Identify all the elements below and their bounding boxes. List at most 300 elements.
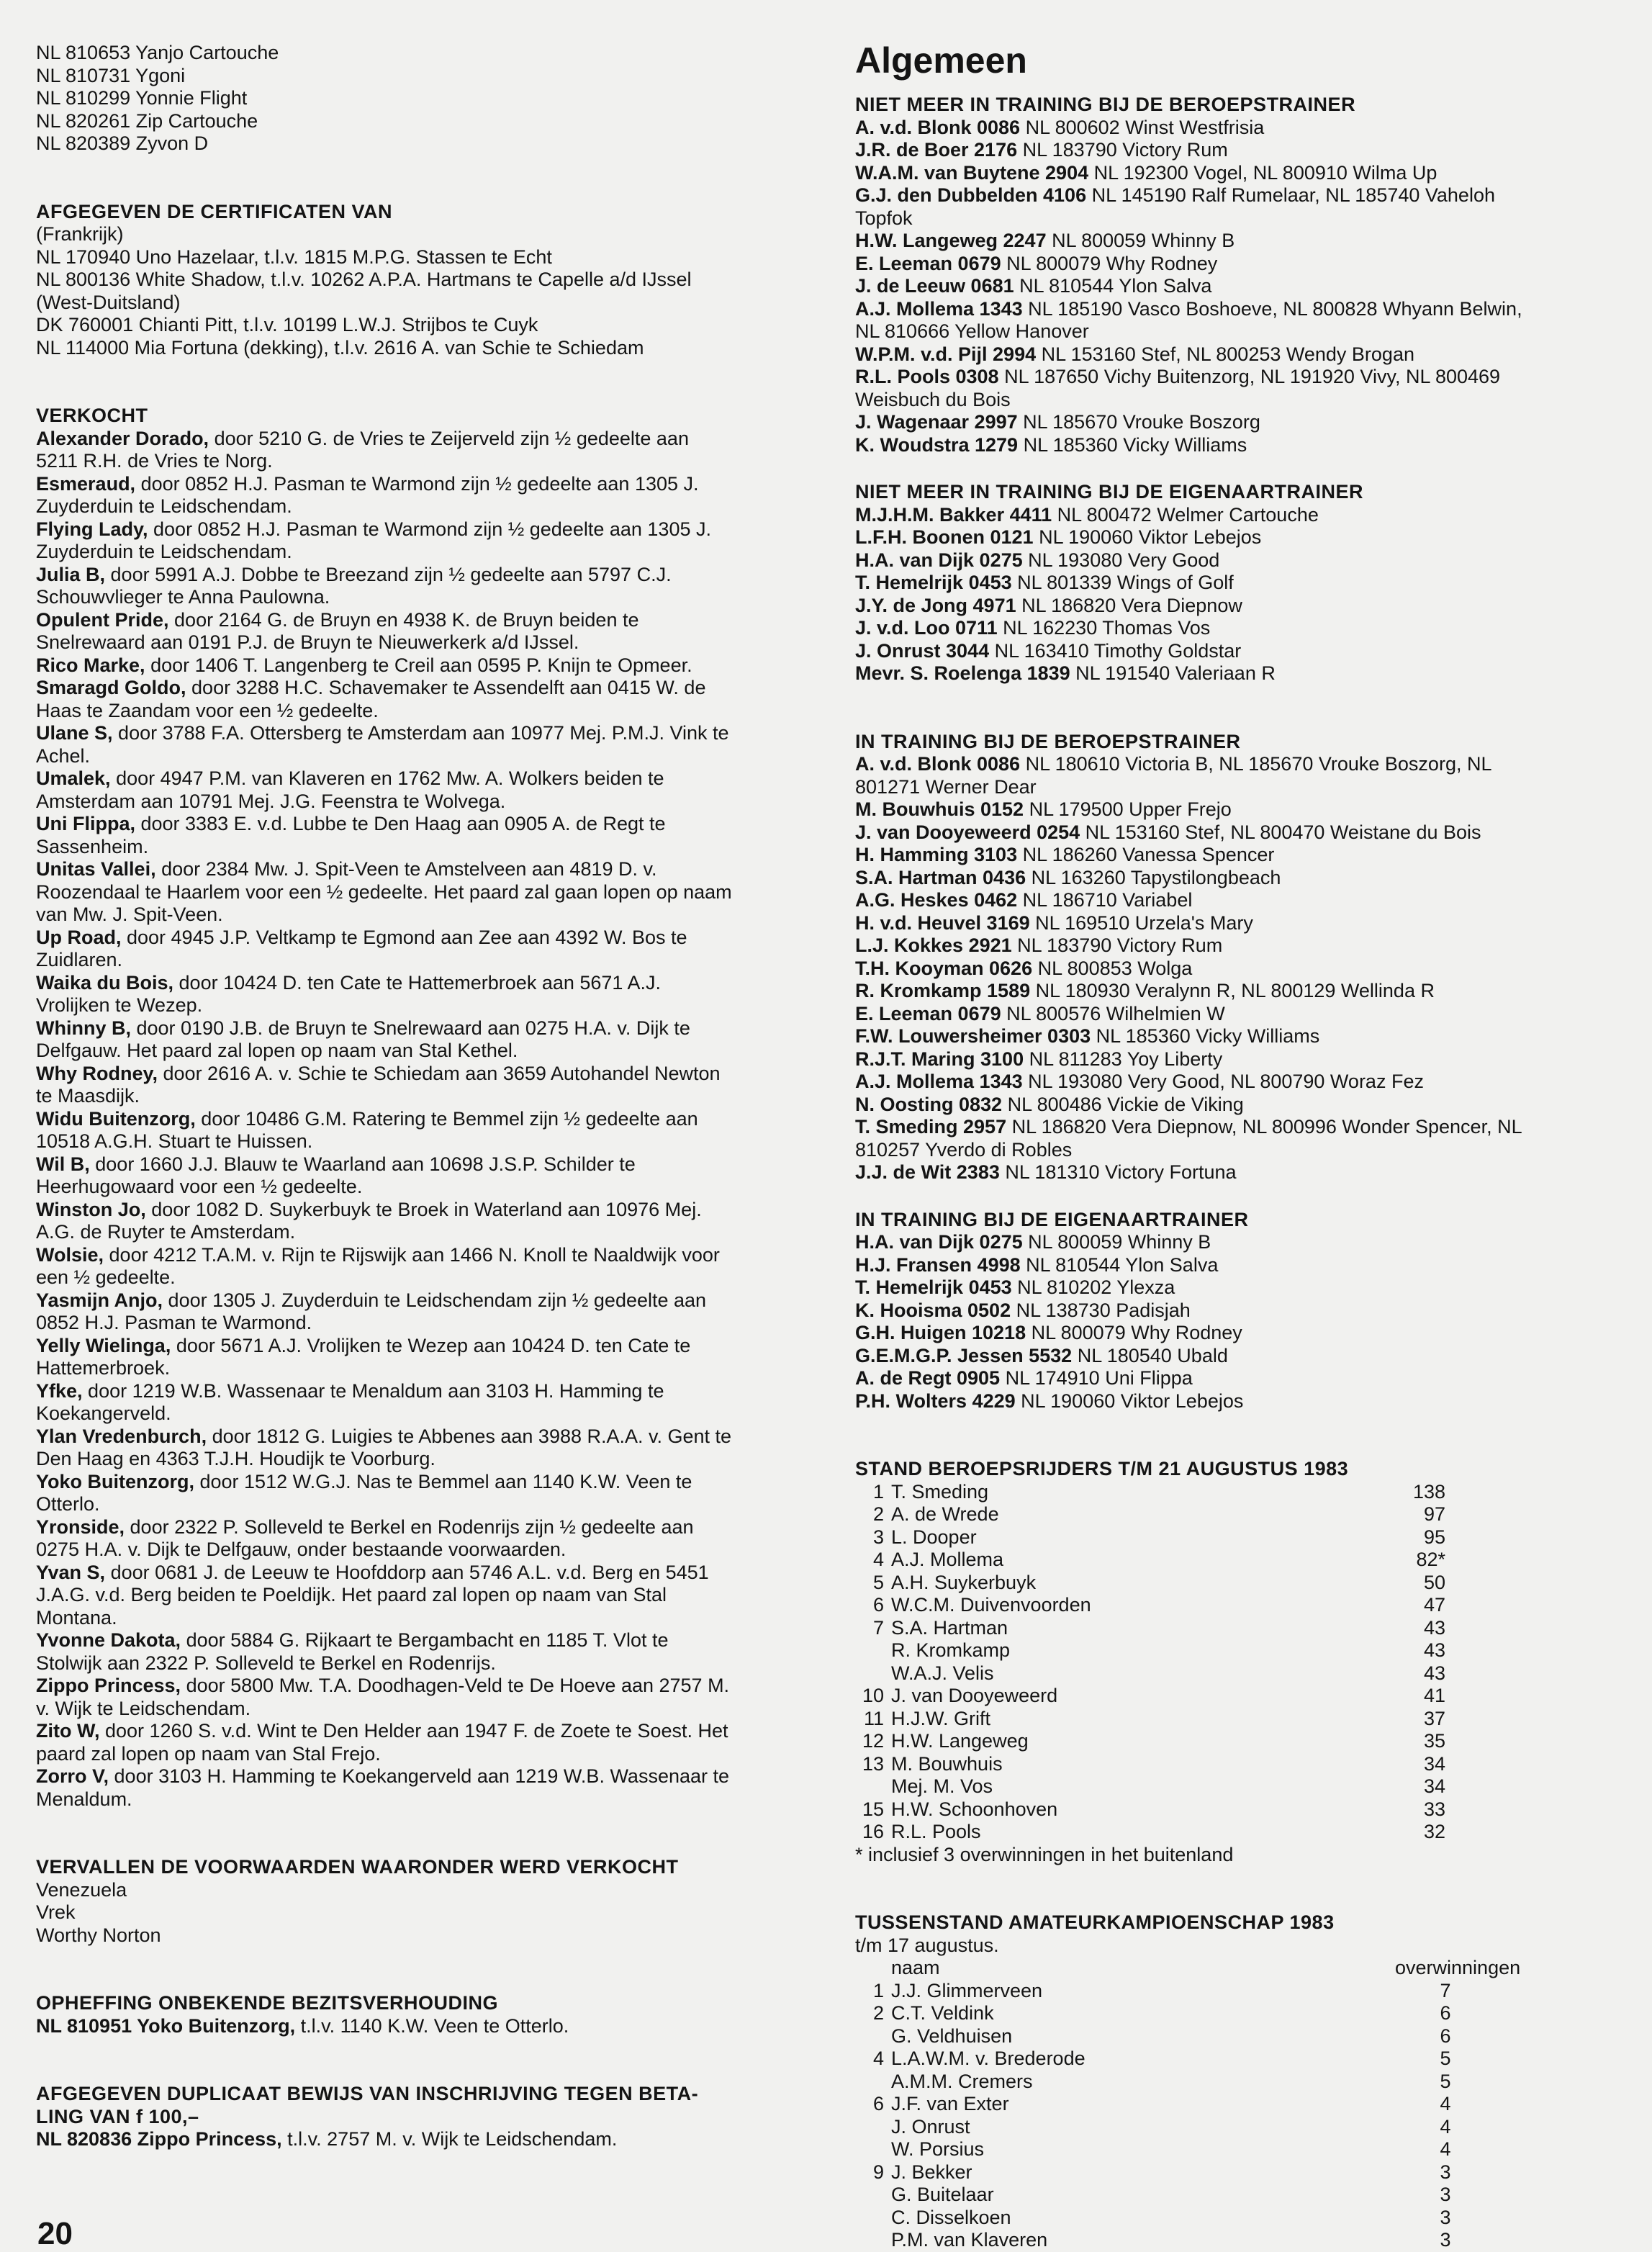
sale-entry: [36, 428, 799, 451]
rank: 13: [862, 1752, 884, 1775]
wins: 4: [1440, 2093, 1451, 2114]
right-column: [855, 42, 1622, 2252]
trainer-entry: [855, 595, 1622, 618]
sale-entry-cont: [36, 745, 799, 768]
subheading: t/m 17 augustus.: [855, 1934, 999, 1956]
sale-entry: [36, 1675, 799, 1698]
trainer-entry-cont: [855, 320, 1622, 343]
sale-entry: [36, 972, 799, 995]
sale-entry-text: Heerhugowaard voor een ½ gedeelte.: [36, 1176, 363, 1197]
sale-entry-name: Flying Lady,: [36, 518, 148, 540]
trainer-entry-text: NL 811283 Yoy Liberty: [1024, 1048, 1223, 1070]
amateur-row: [855, 2229, 1622, 2252]
rider-name: W.A.J. Velis: [891, 1662, 994, 1684]
sale-entry-name: Yfke,: [36, 1379, 83, 1402]
wins: 3: [1440, 2206, 1451, 2228]
sale-entry-text: Snelrewaard aan 0191 P.J. de Bruyn te Nieuwerkerk a/d IJssel.: [36, 631, 579, 653]
spacer: [855, 456, 1622, 481]
duplicaat-line: [36, 2128, 799, 2151]
rider-name: R.L. Pools: [891, 1821, 981, 1842]
sale-entry: [36, 677, 799, 700]
sale-entry-cont: [36, 881, 799, 904]
sale-entry-text: Vrolijken te Wezep.: [36, 994, 203, 1016]
rider-name: A.J. Mollema: [891, 1549, 1004, 1570]
trainer-entry-text: NL 179500 Upper Frejo: [1024, 798, 1232, 820]
trainer-entry: [855, 867, 1622, 890]
wins: 4: [1440, 2115, 1451, 2138]
trainer-entry-text: NL 191540 Valeriaan R: [1070, 662, 1276, 684]
sale-entry-text: te Maasdijk.: [36, 1085, 140, 1107]
trainer-entry: [855, 343, 1622, 366]
sale-entry-name: Uni Flippa,: [36, 813, 135, 834]
wins: 32: [1423, 1821, 1445, 1842]
certificate-line: (West-Duitsland): [36, 291, 181, 313]
sale-entry: [36, 1017, 799, 1040]
trainer-entry: [855, 1048, 1622, 1071]
sale-entry-cont: [36, 1312, 799, 1335]
sale-entry-text: Delfgauw. Het paard zal lopen op naam van Stal Kethel.: [36, 1040, 518, 1061]
rank: [855, 2025, 891, 2048]
sale-entry-text: 5211 R.H. de Vries te Norg.: [36, 450, 273, 472]
standings-row: [855, 1503, 1622, 1526]
sale-entry-cont: [36, 700, 799, 723]
trainer-entry: [855, 411, 1622, 434]
standings-row: [855, 1798, 1622, 1821]
wins: 82*: [1416, 1549, 1445, 1570]
wins: 47: [1423, 1594, 1445, 1616]
rank: [855, 2116, 891, 2139]
trainer-entry: [855, 821, 1622, 844]
trainer-entry-name: R. Kromkamp 1589: [855, 980, 1031, 1001]
sale-entry-name: Julia B,: [36, 563, 106, 585]
trainer-entry-name: J. v.d. Loo 0711: [855, 617, 998, 639]
section-heading: NIET MEER IN TRAINING BIJ DE BEROEPSTRAINER: [855, 94, 1356, 115]
sale-entry-cont: [36, 450, 799, 473]
rank: 4: [872, 1549, 884, 1570]
sale-entry-text: door 5991 A.J. Dobbe te Breezand zijn ½ gedeelte aan 5797 C.J.: [105, 563, 672, 585]
sale-entry-text: Schouwvlieger te Anna Paulowna.: [36, 586, 330, 608]
certificate-line: NL 170940 Uno Hazelaar, t.l.v. 1815 M.P.G. Stassen te Echt: [36, 246, 552, 268]
rank: 11: [863, 1707, 884, 1729]
sale-entry-cont: [36, 1698, 799, 1721]
sale-entry-text: door 5884 G. Rijkaart te Bergambacht en 1185 T. Vlot te: [181, 1629, 669, 1651]
trainer-entry-text: NL 800059 Whinny B: [1046, 230, 1235, 251]
sale-entry-cont: [36, 1402, 799, 1425]
sale-entry-text: door 2322 P. Solleveld te Berkel en Rodenrijs zijn ½ gedeelte aan: [125, 1515, 694, 1538]
standings-row: [855, 1594, 1622, 1617]
wins: 34: [1423, 1752, 1445, 1775]
trainer-entry-text: NL 162230 Thomas Vos: [997, 617, 1211, 639]
trainer-entry-name: H.W. Langeweg 2247: [855, 230, 1047, 251]
trainer-entry-text: NL 180540 Ubald: [1072, 1344, 1228, 1366]
rider-name: A.M.M. Cremers: [891, 2070, 1033, 2092]
rank: 12: [862, 1730, 884, 1752]
trainer-entry-name: N. Oosting 0832: [855, 1093, 1003, 1115]
section-heading: VERVALLEN DE VOORWAARDEN WAARONDER WERD VERKOCHT: [36, 1856, 679, 1878]
spacer: [36, 2037, 799, 2083]
sale-entry: [36, 1425, 799, 1449]
rider-name: Mej. M. Vos: [891, 1775, 993, 1797]
sale-entry-name: Wil B,: [36, 1153, 90, 1175]
trainer-entry: [855, 1322, 1622, 1345]
sale-entry: [36, 1063, 799, 1086]
rider-name: L.A.W.M. v. Brederode: [891, 2048, 1085, 2069]
sale-entry-cont: [36, 1607, 799, 1630]
trainer-entry: [855, 912, 1622, 935]
sale-entry-name: Yelly Wielinga,: [36, 1334, 171, 1356]
rider-name: J.J. Glimmerveen: [891, 1979, 1043, 2001]
trainer-entry-text: NL 186710 Variabel: [1017, 889, 1193, 911]
sale-entry: [36, 1720, 799, 1743]
trainer-entry-text: NL 163260 Tapystilongbeach: [1026, 866, 1281, 888]
page-number: 20: [37, 2216, 73, 2251]
trainer-entry-name: W.A.M. van Buytene 2904: [855, 161, 1089, 184]
trainer-entry-name: J. van Dooyeweerd 0254: [855, 821, 1080, 843]
rider-name: A.H. Suykerbuyk: [891, 1571, 1037, 1593]
trainer-entry-text: NL 190060 Viktor Lebejos: [1015, 1390, 1244, 1412]
sale-entry-text: door 1082 D. Suykerbuyk te Broek in Waterland aan 10976 Mej.: [145, 1198, 702, 1220]
rank: 4: [872, 2048, 884, 2069]
rider-name: L. Dooper: [891, 1526, 977, 1548]
trainer-entry: [855, 504, 1622, 527]
standings-row: [855, 1617, 1622, 1640]
trainer-entry: [855, 117, 1622, 140]
trainer-entry: [855, 1254, 1622, 1277]
sale-entry-cont: [36, 1539, 799, 1562]
rider-name: W.C.M. Duivenvoorden: [891, 1594, 1091, 1616]
sale-entry-text: Hattemerbroek.: [36, 1357, 171, 1379]
certificate-line: (Frankrijk): [36, 223, 124, 245]
standings-row: [855, 1549, 1622, 1572]
sale-entry: [36, 1153, 799, 1176]
trainer-entry-text: NL 800576 Wilhelmien W: [1001, 1002, 1225, 1024]
opheffing-line: [36, 2015, 799, 2038]
trainer-entry: [855, 526, 1622, 549]
trainer-entry-name: W.P.M. v.d. Pijl 2994: [855, 343, 1037, 365]
trainer-entry-name: J. de Leeuw 0681: [855, 275, 1014, 297]
sale-entry-text: door 0681 J. de Leeuw te Hoofddorp aan 5746 A.L. v.d. Berg en 5451: [105, 1561, 709, 1583]
name-header: naam: [891, 1957, 940, 1978]
list-item: NL 810299 Yonnie Flight: [36, 87, 248, 109]
amateur-row: [855, 1980, 1622, 2003]
trainer-entry-text: NL 187650 Vichy Buitenzorg, NL 191920 Vivy, NL 800469: [998, 366, 1501, 387]
wins: 5: [1440, 2070, 1451, 2092]
trainer-entry: [855, 1116, 1622, 1139]
rider-name: S.A. Hartman: [891, 1616, 1008, 1639]
sale-entry-text: Amsterdam aan 10791 Mej. J.G. Feenstra te Wolvega.: [36, 790, 506, 812]
trainer-entry: [855, 184, 1622, 207]
sale-entry-text: door 5671 A.J. Vrolijken te Wezep aan 10424 D. ten Cate te: [171, 1334, 691, 1356]
sale-entry: [36, 1380, 799, 1403]
sale-entry-name: Umalek,: [36, 767, 111, 789]
rider-name: P.M. van Klaveren: [891, 2229, 1048, 2251]
rank: [855, 2229, 891, 2252]
certificate-line: DK 760001 Chianti Pitt, t.l.v. 10199 L.W.J. Strijbos te Cuyk: [36, 314, 538, 335]
trainer-entry-name: G.J. den Dubbelden 4106: [855, 184, 1087, 206]
trainer-entry-text: NL 153160 Stef, NL 800470 Weistane du Bois: [1080, 821, 1481, 843]
trainer-entry: [855, 366, 1622, 389]
trainer-entry-text: NL 185360 Vicky Williams: [1091, 1025, 1320, 1047]
wins: 138: [1412, 1480, 1445, 1503]
section-heading: VERKOCHT: [36, 405, 148, 426]
spacer: [855, 1413, 1622, 1458]
sale-entry-text: door 0190 J.B. de Bruyn te Snelrewaard aan 0275 H.A. v. Dijk te: [130, 1017, 690, 1039]
sale-entry-text: Roozendaal te Haarlem voor een ½ gedeelte. Het paard zal gaan lopen op naam: [36, 880, 732, 903]
amateur-row: [855, 2161, 1622, 2184]
trainer-entry-text: NL 190060 Viktor Lebejos: [1033, 526, 1262, 548]
sale-entry-name: Whinny B,: [36, 1017, 131, 1039]
trainer-entry: [855, 980, 1622, 1003]
trainer-entry-name: H.A. van Dijk 0275: [855, 1231, 1023, 1253]
trainer-entry-name: J. Onrust 3044: [855, 639, 990, 662]
trainer-entry: [855, 298, 1622, 321]
amateur-row: [855, 2025, 1622, 2048]
sale-entry-name: Smaragd Goldo,: [36, 677, 186, 698]
wins: 3: [1440, 2229, 1451, 2251]
standings-row: [855, 1481, 1622, 1504]
trainer-entry: [855, 139, 1622, 162]
trainer-entry-name: G.E.M.G.P. Jessen 5532: [855, 1344, 1073, 1366]
sale-entry-cont: [36, 495, 799, 518]
section-heading: TUSSENSTAND AMATEURKAMPIOENSCHAP 1983: [855, 1911, 1335, 1933]
sale-entry-cont: [36, 1357, 799, 1380]
trainer-entry-text: NL 800079 Why Rodney: [1026, 1322, 1242, 1343]
standings-row: [855, 1685, 1622, 1708]
sale-entry-cont: [36, 1040, 799, 1063]
spacer: [36, 156, 799, 201]
sale-entry-name: Ylan Vredenburch,: [36, 1425, 207, 1447]
wins: 35: [1423, 1730, 1445, 1752]
trainer-entry-cont: [855, 207, 1622, 230]
list-item: NL 820261 Zip Cartouche: [36, 109, 258, 132]
trainer-entry-text: Topfok: [855, 207, 913, 229]
trainer-entry: [855, 549, 1622, 572]
rider-name: H.W. Schoonhoven: [891, 1798, 1058, 1820]
trainer-entry: [855, 1025, 1622, 1048]
sale-entry-cont: [36, 949, 799, 972]
sale-entry-text: A.G. de Ruyter te Amsterdam.: [36, 1221, 296, 1243]
sale-entry-text: door 2616 A. v. Schie te Schiedam aan 3659 Autohandel Newton: [158, 1062, 721, 1084]
sale-entry-text: door 10486 G.M. Ratering te Bemmel zijn ½ gedeelte aan: [195, 1107, 698, 1130]
amateur-row: [855, 2093, 1622, 2116]
sale-entry-cont: [36, 836, 799, 859]
sale-entry: [36, 518, 799, 541]
trainer-entry-text: NL 180610 Victoria B, NL 185670 Vrouke Boszorg, NL: [1020, 753, 1492, 775]
sale-entry-cont: [36, 631, 799, 654]
sale-entry-name: Up Road,: [36, 926, 122, 948]
sale-entry-name: Winston Jo,: [36, 1198, 146, 1220]
sale-entry-text: Zuyderduin te Leidschendam.: [36, 495, 292, 517]
sale-entry-text: Koekangerveld.: [36, 1402, 171, 1424]
trainer-entry-name: T. Hemelrijk 0453: [855, 572, 1012, 593]
rank: [855, 2071, 891, 2094]
trainer-entry-cont: [855, 776, 1622, 799]
spacer: [36, 1947, 799, 1992]
rider-name: H.J.W. Grift: [891, 1707, 990, 1729]
table-header: [855, 1957, 1622, 1980]
sale-entry-text: door 3103 H. Hamming te Koekangerveld aan 1219 W.B. Wassenaar te: [109, 1765, 730, 1787]
trainer-entry: [855, 958, 1622, 981]
trainer-entry-text: NL 145190 Ralf Rumelaar, NL 185740 Vaheloh: [1086, 184, 1495, 206]
rank: 2: [872, 1503, 884, 1525]
rank: 1: [872, 1979, 884, 2001]
trainer-entry-name: L.J. Kokkes 2921: [855, 934, 1012, 956]
trainer-entry: [855, 844, 1622, 867]
trainer-entry: [855, 889, 1622, 912]
standings-row: [855, 1775, 1622, 1798]
section-heading: NIET MEER IN TRAINING BIJ DE EIGENAARTRAINER: [855, 481, 1364, 503]
rank: 16: [862, 1821, 884, 1842]
amateur-row: [855, 2002, 1622, 2025]
rank: 7: [872, 1616, 884, 1639]
sale-entry: [36, 1471, 799, 1494]
trainer-entry-text: NL 186820 Vera Diepnow, NL 800996 Wonder Spencer, NL: [1006, 1116, 1522, 1138]
sale-entry: [36, 473, 799, 496]
wins: 5: [1440, 2048, 1451, 2069]
sale-entry: [36, 767, 799, 791]
sale-entry-text: een ½ gedeelte.: [36, 1266, 176, 1288]
sale-entry-text: door 10424 D. ten Cate te Hattemerbroek aan 5671 A.J.: [173, 971, 661, 994]
wins: 37: [1423, 1707, 1445, 1729]
trainer-entry-text: NL 193080 Very Good, NL 800790 Woraz Fez: [1022, 1071, 1424, 1092]
trainer-entry-text: NL 185190 Vasco Boshoeve, NL 800828 Whyann Belwin,: [1022, 297, 1522, 320]
trainer-entry: [855, 1390, 1622, 1413]
wins-header: overwinningen: [1395, 1957, 1521, 1978]
trainer-entry-text: NL 810666 Yellow Hanover: [855, 320, 1089, 342]
section-heading: LING VAN f 100,–: [36, 2105, 199, 2127]
standings-row: [855, 1526, 1622, 1549]
trainer-entry-name: A. v.d. Blonk 0086: [855, 116, 1021, 138]
sale-entry-text: 0852 H.J. Pasman te Warmond.: [36, 1312, 312, 1333]
sale-entry-text: door 1260 S. v.d. Wint te Den Helder aan 1947 F. de Zoete te Soest. Het: [99, 1720, 728, 1742]
trainer-entry-name: K. Woudstra 1279: [855, 433, 1019, 456]
sale-entry-text: door 1406 T. Langenberg te Creil aan 0595 P. Knijn te Opmeer.: [145, 654, 692, 676]
left-column: [36, 42, 799, 2151]
trainer-entry: [855, 1300, 1622, 1323]
sale-entry: [36, 1562, 799, 1585]
trainer-entry-text: NL 163410 Timothy Goldstar: [989, 639, 1242, 662]
rider-name: J. Onrust: [891, 2115, 970, 2138]
rider-name: W. Porsius: [891, 2138, 985, 2160]
wins: 4: [1440, 2138, 1451, 2160]
trainer-entry-name: E. Leeman 0679: [855, 1002, 1001, 1024]
trainer-entry: [855, 434, 1622, 457]
sale-entry-text: door 0852 H.J. Pasman te Warmond zijn ½ gedeelte aan 1305 J.: [148, 518, 711, 540]
sale-entry-name: Opulent Pride,: [36, 608, 169, 631]
trainer-entry-name: H.J. Fransen 4998: [855, 1253, 1021, 1276]
rider-name: T. Smeding: [891, 1480, 989, 1503]
wins: 7: [1440, 1979, 1451, 2001]
sale-entry: [36, 1289, 799, 1312]
footnote: * inclusief 3 overwinningen in het buitenland: [855, 1843, 1234, 1865]
sale-entry: [36, 1244, 799, 1267]
rider-name: J.F. van Exter: [891, 2093, 1009, 2114]
sale-entry: [36, 1765, 799, 1788]
rank: 1: [872, 1480, 884, 1503]
trainer-entry-text: NL 810202 Ylexza: [1011, 1276, 1175, 1298]
sale-entry-name: Yvan S,: [36, 1561, 106, 1583]
sale-entry: [36, 927, 799, 950]
trainer-entry-name: A. de Regt 0905: [855, 1367, 1001, 1389]
amateur-row: [855, 2138, 1622, 2161]
section-heading: AFGEGEVEN DUPLICAAT BEWIJS VAN INSCHRIJVING TEGEN BETA-: [36, 2083, 699, 2104]
sale-entry-cont: [36, 1652, 799, 1675]
trainer-entry-text: NL 810544 Ylon Salva: [1014, 275, 1212, 297]
trainer-entry-text: NL 183790 Victory Rum: [1011, 934, 1223, 956]
sale-entry-text: door 1660 J.J. Blauw te Waarland aan 10698 J.S.P. Schilder te: [89, 1153, 636, 1175]
spacer: [855, 1184, 1622, 1209]
trainer-entry-text: NL 138730 Padisjah: [1011, 1299, 1191, 1321]
sale-entry-text: door 4212 T.A.M. v. Rijn te Rijswijk aan 1466 N. Knoll te Naaldwijk voor: [104, 1243, 720, 1266]
standings-row: [855, 1708, 1622, 1731]
wins: 33: [1423, 1798, 1445, 1820]
horse-name: Vrek: [36, 1901, 76, 1923]
rank: 2: [872, 2002, 884, 2024]
trainer-entry-name: T. Hemelrijk 0453: [855, 1276, 1012, 1298]
trainer-entry-text: 801271 Werner Dear: [855, 775, 1037, 798]
rank: [855, 1662, 891, 1685]
rider-name: A. de Wrede: [891, 1503, 999, 1525]
trainer-entry-name: H. Hamming 3103: [855, 844, 1018, 865]
sale-entry-cont: [36, 1448, 799, 1471]
sale-entry-text: Montana.: [36, 1606, 117, 1629]
trainer-entry-name: P.H. Wolters 4229: [855, 1390, 1016, 1412]
wins: 97: [1423, 1503, 1445, 1525]
rider-name: J. Bekker: [891, 2161, 972, 2183]
trainer-entry-name: K. Hooisma 0502: [855, 1299, 1011, 1321]
trainer-entry-text: NL 185360 Vicky Williams: [1018, 433, 1247, 456]
rank: [855, 2184, 891, 2207]
wins: 43: [1423, 1616, 1445, 1639]
trainer-entry-text: NL 183790 Victory Rum: [1017, 139, 1228, 161]
trainer-entry-name: A.J. Mollema 1343: [855, 1071, 1023, 1092]
rider-name: R. Kromkamp: [891, 1639, 1011, 1661]
trainer-entry-name: M. Bouwhuis 0152: [855, 798, 1024, 820]
sale-entry-name: Alexander Dorado,: [36, 427, 209, 449]
spacer: [36, 1811, 799, 1856]
sale-entry-cont: [36, 1130, 799, 1153]
trainer-entry-text: 810257 Yverdo di Robles: [855, 1138, 1073, 1161]
rank: 9: [872, 2161, 884, 2183]
sale-entry-text: van Mw. J. Spit-Veen.: [36, 904, 223, 925]
rank: [855, 2207, 891, 2230]
trainer-entry-name: A.G. Heskes 0462: [855, 889, 1018, 911]
trainer-entry-text: NL 800486 Vickie de Viking: [1002, 1093, 1244, 1115]
sale-entry-cont: [36, 1743, 799, 1766]
trainer-entry: [855, 572, 1622, 595]
trainer-entry-name: F.W. Louwersheimer 0303: [855, 1025, 1091, 1047]
section-heading: AFGEGEVEN DE CERTIFICATEN VAN: [36, 200, 393, 222]
rider-name: J. van Dooyeweerd: [891, 1685, 1058, 1706]
sale-entry-text: door 1512 W.G.J. Nas te Bemmel aan 1140 K.W. Veen te: [194, 1470, 692, 1492]
trainer-entry: [855, 275, 1622, 298]
trainer-entry: [855, 1231, 1622, 1254]
section-heading: IN TRAINING BIJ DE EIGENAARTRAINER: [855, 1208, 1249, 1230]
section-heading: OPHEFFING ONBEKENDE BEZITSVERHOUDING: [36, 1992, 499, 2014]
rider-name: H.W. Langeweg: [891, 1730, 1029, 1752]
amateur-row: [855, 2048, 1622, 2071]
sale-entry-cont: [36, 1221, 799, 1244]
sale-entry-text: Achel.: [36, 744, 91, 767]
rank-header: [855, 1957, 891, 1980]
trainer-entry-text: NL 801339 Wings of Golf: [1011, 572, 1234, 593]
rank: 6: [872, 1594, 884, 1616]
trainer-entry-name: H. v.d. Heuvel 3169: [855, 911, 1030, 934]
trainer-entry-name: Mevr. S. Roelenga 1839: [855, 662, 1070, 684]
amateur-row: [855, 2207, 1622, 2230]
trainer-entry: [855, 662, 1622, 685]
sale-entry-text: Stolwijk aan 2322 P. Solleveld te Berkel en Rodenrijs.: [36, 1652, 496, 1674]
